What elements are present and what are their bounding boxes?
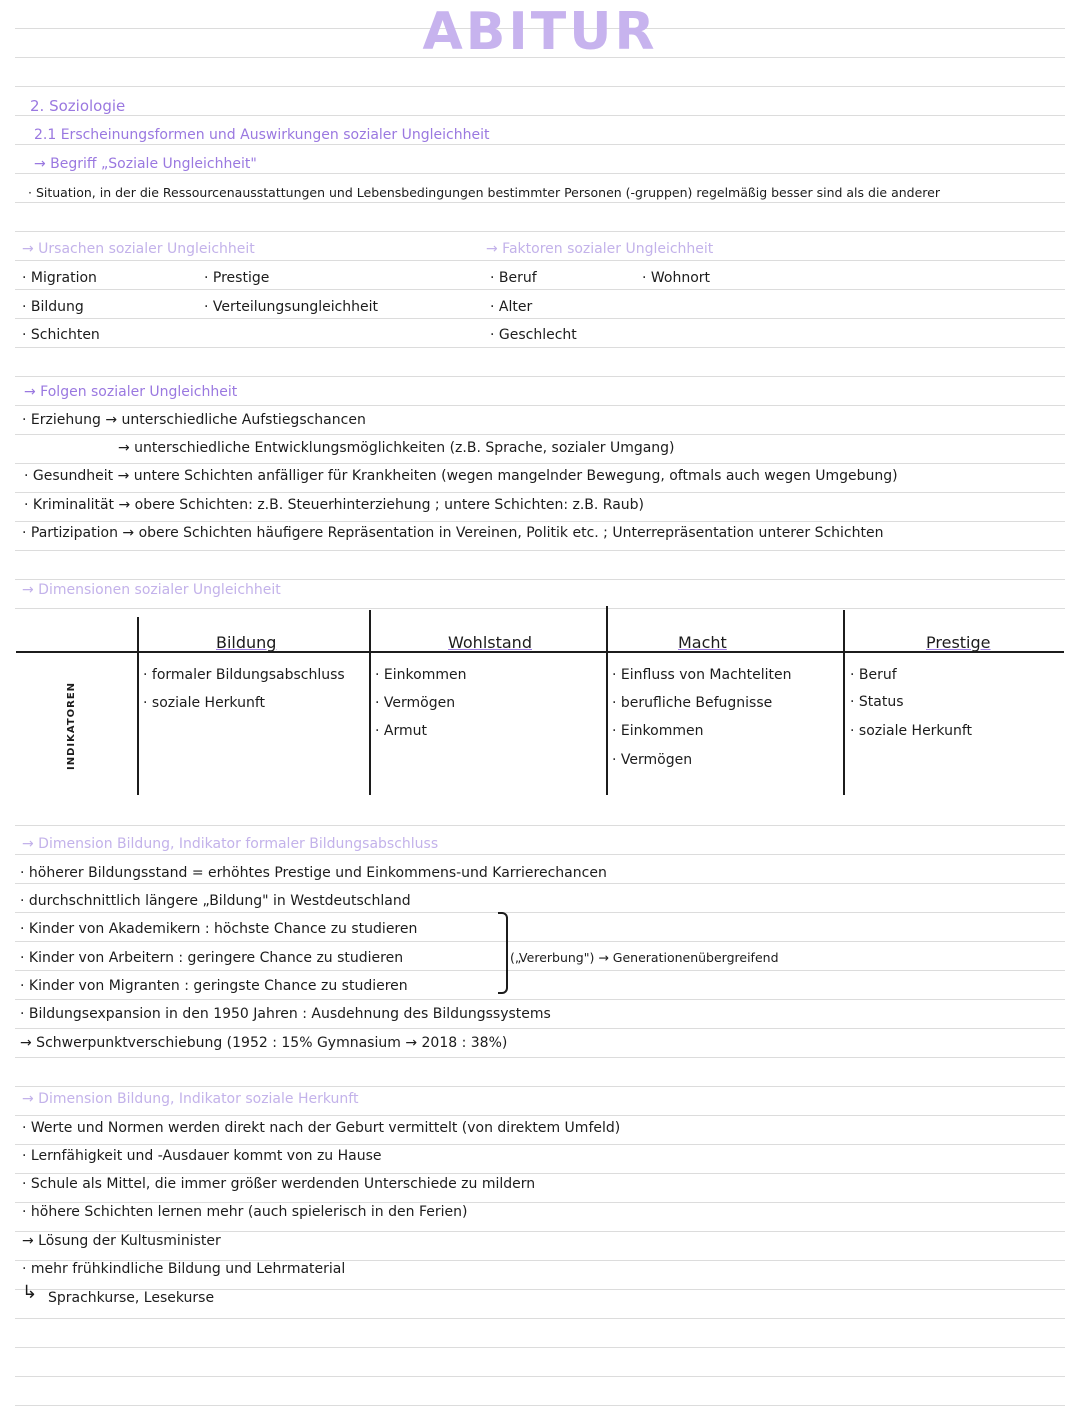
subsection-title: 2.1 Erscheinungsformen und Auswirkungen sozialer Ungleichheit [34,127,490,143]
folgen-item: · Erziehung → unterschiedliche Aufstiegschancen [22,411,366,429]
vererbung-note: („Vererbung") → Generationenübergreifend [510,950,779,965]
folgen-item: · Partizipation → obere Schichten häufigere Repräsentation in Vereinen, Politik etc. ; Unterrepräsentation unterer Schichten [22,524,883,542]
herkunft-item: → Lösung der Kultusminister [22,1233,221,1249]
indicator-item: · Einfluss von Machteliten [612,666,792,684]
column-header-prestige: Prestige [926,633,991,652]
column-header-wohlstand: Wohlstand [448,633,532,652]
indicator-item: · Einkommen [375,666,466,684]
folgen-item: · Kriminalität → obere Schichten: z.B. Steuerhinterziehung ; untere Schichten: z.B. Raub) [24,496,644,514]
herkunft-item: · Schule als Mittel, die immer größer werdenden Unterschiede zu mildern [22,1175,535,1193]
folgen-heading: → Folgen sozialer Ungleichheit [24,384,238,400]
bildungsabschluss-item: · durchschnittlich längere „Bildung" in Westdeutschland [20,892,411,910]
herkunft-item: · Lernfähigkeit und -Ausdauer kommt von zu Hause [22,1147,382,1165]
indicator-item: · berufliche Befugnisse [612,694,772,712]
bildungsabschluss-heading: → Dimension Bildung, Indikator formaler Bildungsabschluss [22,836,439,852]
page-banner: ABITUR [422,2,658,62]
begriff-heading: → Begriff „Soziale Ungleichheit" [34,156,257,172]
faktoren-item: · Alter [490,298,532,316]
bildungsabschluss-item: → Schwerpunktverschiebung (1952 : 15% Gymnasium → 2018 : 38%) [20,1035,508,1051]
ursachen-item: · Migration [22,269,97,287]
ursachen-heading: → Ursachen sozialer Ungleichheit [22,241,255,257]
bildungsabschluss-item: · Bildungsexpansion in den 1950 Jahren : Ausdehnung des Bildungssystems [20,1005,551,1023]
faktoren-heading: → Faktoren sozialer Ungleichheit [486,241,714,257]
indicator-item: · soziale Herkunft [850,722,972,740]
bildungsabschluss-item: · Kinder von Migranten : geringste Chance zu studieren [20,977,408,995]
column-header-macht: Macht [678,633,727,652]
indicator-item: · Armut [375,722,427,740]
herkunft-heading: → Dimension Bildung, Indikator soziale Herkunft [22,1091,359,1107]
indicator-item: · formaler Bildungsabschluss [143,666,345,684]
herkunft-item: · Werte und Normen werden direkt nach der Geburt vermittelt (von direktem Umfeld) [22,1119,620,1137]
folgen-item: · Gesundheit → untere Schichten anfälliger für Krankheiten (wegen mangelnder Bewegung, oftmals auch wegen Umgebung) [24,467,898,485]
herkunft-item: Sprachkurse, Lesekurse [48,1290,215,1306]
bildungsabschluss-item: · höherer Bildungsstand = erhöhtes Prestige und Einkommens-und Karrierechancen [20,864,607,882]
faktoren-item: · Geschlecht [490,326,577,344]
faktoren-item: · Beruf [490,269,537,287]
indicator-item: · Beruf [850,666,897,684]
indicator-item: · Status [850,693,904,711]
curly-brace [498,912,508,994]
dimensionen-heading: → Dimensionen sozialer Ungleichheit [22,582,281,598]
faktoren-item: · Wohnort [642,269,710,287]
indicator-item: · Vermögen [375,694,455,712]
indicator-item: · soziale Herkunft [143,694,265,712]
folgen-item: → unterschiedliche Entwicklungsmöglichkeiten (z.B. Sprache, sozialer Umgang) [118,440,675,456]
bildungsabschluss-item: · Kinder von Arbeitern : geringere Chance zu studieren [20,949,403,967]
herkunft-item: · mehr frühkindliche Bildung und Lehrmaterial [22,1260,345,1278]
section-title: 2. Soziologie [30,97,126,115]
return-arrow-icon: ↳ [22,1282,38,1303]
indicator-item: · Vermögen [612,751,692,769]
ursachen-item: · Schichten [22,326,100,344]
bildungsabschluss-item: · Kinder von Akademikern : höchste Chance zu studieren [20,920,417,938]
ursachen-item: · Verteilungsungleichheit [204,298,378,316]
indikatoren-label: INDIKATOREN [66,681,77,770]
column-header-bildung: Bildung [216,633,277,652]
herkunft-item: · höhere Schichten lernen mehr (auch spielerisch in den Ferien) [22,1203,467,1221]
ursachen-item: · Prestige [204,269,269,287]
begriff-definition: · Situation, in der die Ressourcenausstattungen und Lebensbedingungen bestimmter Personen (-gruppen) regelmäßig besser sind als die anderer [28,184,940,202]
ursachen-item: · Bildung [22,298,84,316]
indicator-item: · Einkommen [612,722,703,740]
